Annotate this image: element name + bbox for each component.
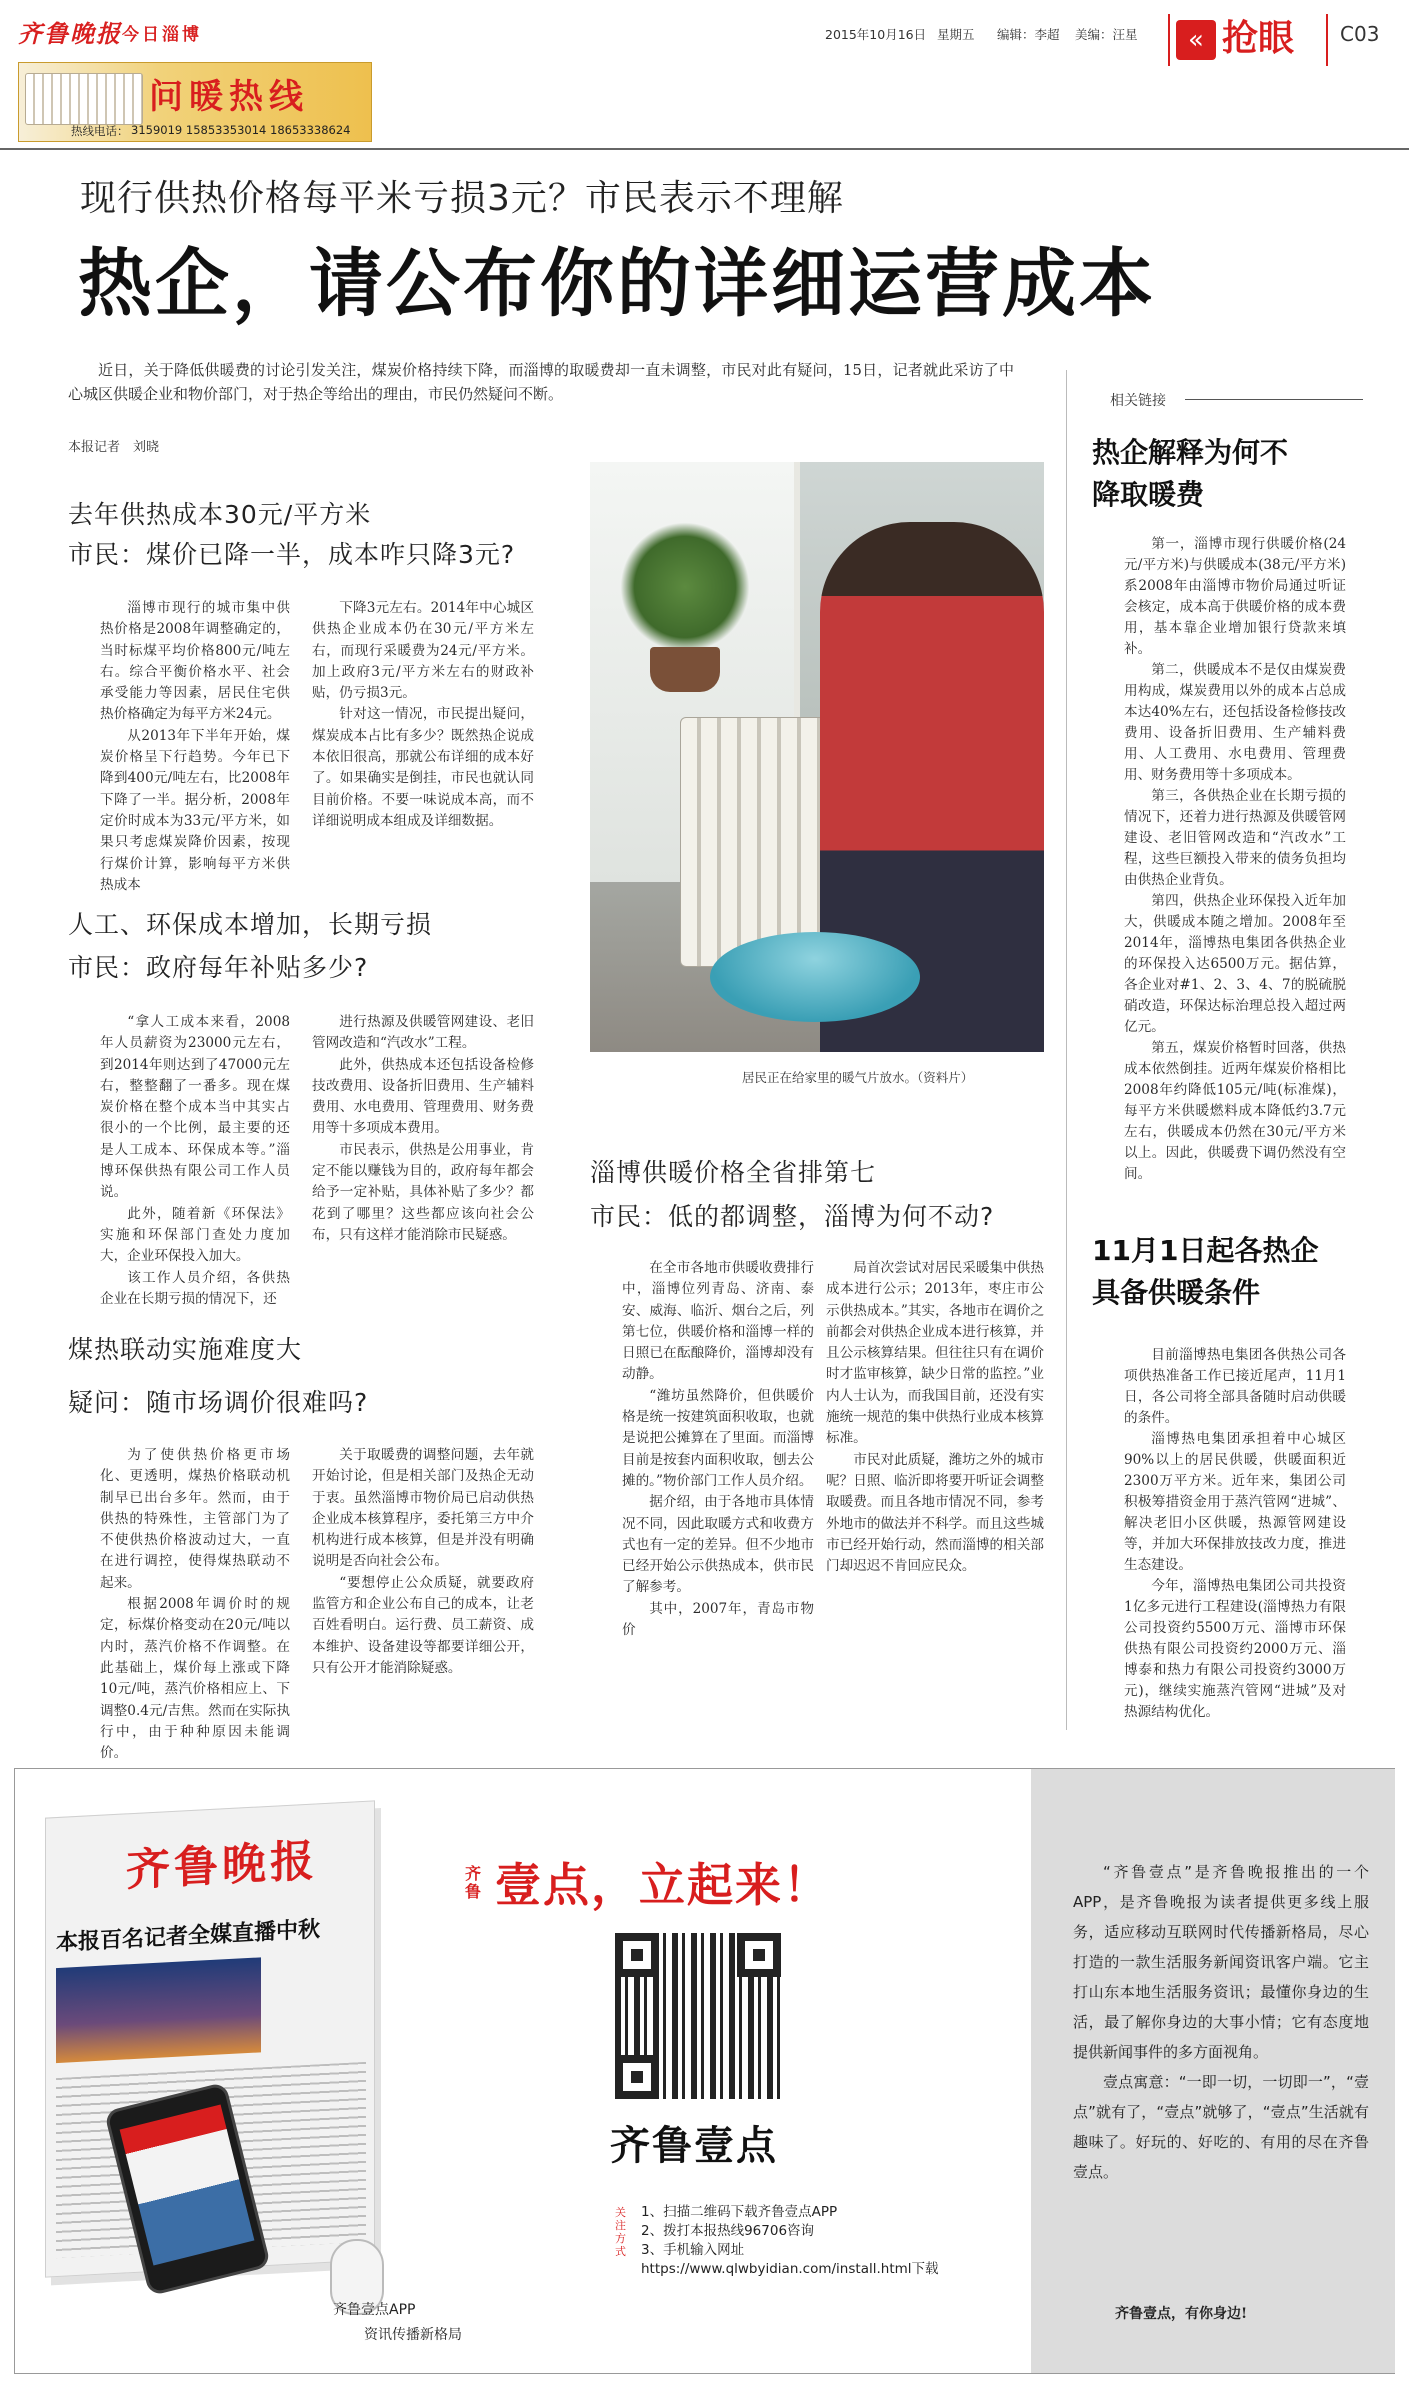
qr-code[interactable] [615,1933,781,2099]
ad-paper-brand: 齐鲁晚报 [126,1835,318,1897]
follow-label: 关注方式 [615,2206,626,2258]
step-url[interactable]: https://www.qlwbyidian.com/install.html下载 [641,2261,939,2277]
sidebar-block2-body: 目前淄博热电集团各供热公司各项供热准备工作已接近尾声，11月1日，各公司将全部具备随时启动供暖的条件。 淄博热电集团承担着中心城区90%以上的居民供暖，供暖面积近2300万平方米。近年来，集团公司积极筹措资金用于蒸汽管网“进城”、解决老旧小区供暖，热源管网建设等，并加大环保排放技改力度，推进生态建设。 今年，淄博热电集团公司共投资1亿多元进行工程建设(淄博热力有限公司投资约5500万元、淄博市环保供热有限公司投资约2000万元、淄博泰和热力有限公司投资约3000万元)，继续实施蒸汽管网“进城”及对热源结构优化。 [1124,1347,1346,1720]
app-logo: 齐鲁壹点 [610,2123,778,2169]
lead-paragraph: 近日，关于降低供暖费的讨论引发关注，煤炭价格持续下降，而淄博的取暖费却一直未调整，市民对此有疑问，15日，记者就此采访了中心城区供暖企业和物价部门，对于热企等给出的理由，市民仍然疑问不断。 [68,361,1014,403]
section3-col1: 为了使供热价格更市场化、更透明，煤热价格联动机制早已出台多年。然而，由于供热的特殊性，主管部门为了不使供热价格波动过大，一直在进行调控，使得煤热联动不起来。 根据2008年调价时的规定，标煤价格变动在20元/吨以内时，蒸汽价格不作调整。在此基础上，煤价每上涨或下降10元/吨，蒸汽价格相应上、下调整0.4元/吉焦。然而在实际执行中，由于种种原因未能调价。 [100,1447,290,1762]
section2-col1: “拿人工成本来看，2008年人员薪资为23000元左右，到2014年则达到了47000元左右，整整翻了一番多。现在煤炭价格在整个成本当中其实占很小的一个比例，最主要的还是人工成本、环保成本等。”淄博环保供热有限公司工作人员说。 此外，随着新《环保法》实施和环保部门查处力度加大，企业环保投入加大。 该工作人员介绍，各供热企业在长期亏损的情况下，还 [100,1014,290,1307]
section1-col1: 淄博市现行的城市集中供热价格是2008年调整确定的，当时标煤平均价格800元/吨左右。综合平衡价格水平、社会承受能力等因素，居民住宅供热价格确定为每平方米24元。 从2013年下半年开始，煤炭价格呈下行趋势。今年已下降到400元/吨左右，比2008年下降了一半。据分析，2008年定价时成本为33元/平方米，如果只考虑煤炭降价因素，按现行煤价计算，影响每平方米供热成本 [100,600,290,893]
hotline-title: 问暖热线 [149,77,309,117]
ad-info-panel [1031,1769,1395,2373]
section2-title2: 市民：政府每年补贴多少? [68,953,369,982]
step-1: 1、扫描二维码下载齐鲁壹点APP [641,2204,838,2220]
section-name: 今日淄博 [122,25,202,45]
section2-title1: 人工、环保成本增加，长期亏损 [68,910,433,939]
section3-title2: 疑问：随市场调价很难吗? [68,1388,369,1417]
section1-title1: 去年供热成本30元/平方米 [68,500,372,529]
ad-news-headline: 本报百名记者全媒直播中秋 [56,1917,321,1957]
ad-info-text: “齐鲁壹点”是齐鲁晚报推出的一个APP，是齐鲁晚报为读者提供更多线上服务，适应移动互联网时代传播新格局，尽心打造的一款生活服务新闻资讯客户端。它主打山东本地生活服务资讯；最懂你身边的生活，最了解你身边的大事小情；它有态度地提供新闻事件的多方面视角。 壹点寓意：“一即一切，一切即一”，“壹点”就有了，“壹点”就够了，“壹点”生活就有趣味了。好玩的、好吃的、有用的尽在齐鲁壹点。 [1073,1863,1369,2181]
step-3: 3、手机输入网址 [641,2242,745,2258]
section4-title2: 市民：低的都调整，淄博为何不动? [590,1202,995,1231]
weekday: 星期五 [937,27,975,42]
radiator-icon [25,73,143,125]
hotline-numbers: 3159019 15853353014 18653338624 [131,123,351,137]
masthead [0,0,1409,148]
photo-heater-woman [590,462,1044,1052]
section2-col2: 进行热源及供暖管网建设、老旧管网改造和“汽改水”工程。 此外，供热成本还包括设备检修技改费用、设备折旧费用、生产辅料费用、水电费用、管理费用、财务费用等十多项成本费用。 市民表示，供热是公用事业，肯定不能以赚钱为目的，政府每年都会给予一定补贴，具体补贴了多少？都花到了哪里？这些都应该向社会公布，只有这样才能消除市民疑惑。 [312,1014,534,1243]
photo-caption: 居民正在给家里的暖气片放水。（资料片） [742,1070,974,1085]
sidebar-block2-title: 11月1日起各热企具备供暖条件 [1092,1234,1319,1309]
main-headline: 热企，请公布你的详细运营成本 [78,241,1156,327]
ad-slogan-prefix: 齐鲁 [465,1864,482,1901]
section1-title2: 市民：煤价已降一半，成本咋只降3元? [68,540,516,569]
subheadline: 现行供热价格每平米亏损3元？市民表示不理解 [80,178,844,219]
ad-info-sign: 齐鲁壹点，有你身边! [1115,2306,1248,2322]
section4-col1: 在全市各地市供暖收费排行中，淄博位列青岛、济南、泰安、威海、临沂、烟台之后，列第七位，供暖价格和淄博一样的日照已在酝酿降价，淄博却没有动静。 “潍坊虽然降价，但供暖价格是统一按建筑面积收取，也就是说把公摊算在了里面。而淄博目前是按套内面积收取，刨去公摊的。”物价部门工作人员介绍。 据介绍，由于各地市具体情况不同，因此取暖方式和收费方式也有一定的差异。但不少地市已经开始公示供热成本，供市民了解参考。 其中，2007年，青岛市物价 [622,1260,814,1639]
column-tag: 抢眼 [1222,18,1295,59]
section1-col2: 下降3元左右。2014年中心城区供热企业成本仍在30元/平方米左右，而现行采暖费为24元/平方米。加上政府3元/平方米左右的财政补贴，仍亏损3元。 针对这一情况，市民提出疑问，煤炭成本占比有多少？既然热企说成本依旧很高，那就公布详细的成本好了。如果确实是倒挂，市民也就认同目前价格。不要一味说成本高，而不详细说明成本组成及详细数据。 [312,600,534,829]
date: 2015年10月16日 [825,27,927,42]
editor: 编辑：李超 [997,27,1060,42]
plant-icon [620,522,750,652]
designer: 美编：汪星 [1075,27,1138,42]
follow-steps [641,2203,939,2279]
masthead-rule [0,148,1409,150]
page-number: C03 [1340,22,1380,46]
section4-col2: 局首次尝试对居民采暖集中供热成本进行公示；2013年，枣庄市公示供热成本。”其实，各地市在调价之前都会对供热企业成本进行核算，并且公示核算结果。但往往只有在调价时才监审核算，缺少日常的监控。”业内人士认为，而我国目前，还没有实施统一规范的集中供热行业成本核算标准。 市民对此质疑，潍坊之外的城市呢？日照、临沂即将要开听证会调整取暖费。而且各地市情况不同，参考外地市的做法并不科学。而且这些城市已经开始行动，然而淄博的相关部门却迟迟不肯回应民众。 [826,1260,1044,1575]
byline: 本报记者 刘晓 [68,440,160,455]
sidebar-block1-body: 第一，淄博市现行供暖价格(24元/平方米)与供暖成本(38元/平方米)系2008年由淄博市物价局通过听证会核定，成本高于供暖价格的成本费用，基本靠企业增加银行贷款来填补。 第二，供暖成本不是仅由煤炭费用构成，煤炭费用以外的成本占总成本达40%左右，还包括设备检修技改费用、设备折旧费用、生产辅料费用、人工费用、水电费用、管理费用、财务费用等十多项成本。 第三，各供热企业在长期亏损的情况下，还着力进行热源及供暖管网建设、老旧管网改造和“汽改水”工程，这些巨额投入带来的债务负担均由供热企业背负。 第四，供热企业环保投入近年加大，供暖成本随之增加。2008年至2014年，淄博热电集团各供热企业的环保投入达6500万元。据估算，各企业对#1、2、3、4、7的脱硫脱硝改造，环保达标治理总投入超过两亿元。 第五，煤炭价格暂时回落，供热成本依然倒挂。近两年煤炭价格相比2008年约降低105元/吨(标准煤)，每平方米供暖燃料成本降低约3.7元左右，供暖成本仍然在30元/平方米以上。因此，供暖费下调仍然没有空间。 [1124,536,1346,1182]
ad-slogan: 壹点，立起来！ [495,1858,831,1912]
sidebar-tag-rule [1185,399,1363,400]
chevron-left-icon: « [1176,20,1216,60]
ad-news-photo [56,1957,261,2063]
hotline-banner [18,62,372,142]
section4-title1: 淄博供暖价格全省排第七 [590,1158,877,1187]
sidebar-divider [1066,370,1067,1730]
qr-corner-bl [615,2055,659,2099]
qr-corner-tr [737,1933,781,1977]
sidebar-tag: 相关链接 [1110,393,1166,409]
plant-pot [650,647,720,692]
ad-footer1: 齐鲁壹点APP [333,2302,416,2318]
sidebar-block1-title: 热企解释为何不降取暖费 [1092,436,1289,511]
section3-title1: 煤热联动实施难度大 [68,1335,303,1364]
paper-logo: 齐鲁晚报 [18,19,122,48]
ad-footer2: 资讯传播新格局 [364,2327,462,2343]
ad-frame [14,1768,1395,2374]
phone-screen [120,2104,255,2265]
basin [710,932,920,1022]
step-2: 2、拨打本报热线96706咨询 [641,2223,815,2239]
qr-corner-tl [615,1933,659,1977]
hotline-label: 热线电话： [71,124,129,138]
section3-col2: 关于取暖费的调整问题，去年就开始讨论，但是相关部门及热企无动于衷。虽然淄博市物价局已启动供热企业成本核算程序，委托第三方中介机构进行成本核算，但是并没有明确说明是否向社会公布。 “要想停止公众质疑，就要政府监管方和企业公布自己的成本，让老百姓看明白。运行费、员工薪资、成本维护、设备建设等都要详细公开，只有公开才能消除疑惑。 [312,1447,534,1676]
